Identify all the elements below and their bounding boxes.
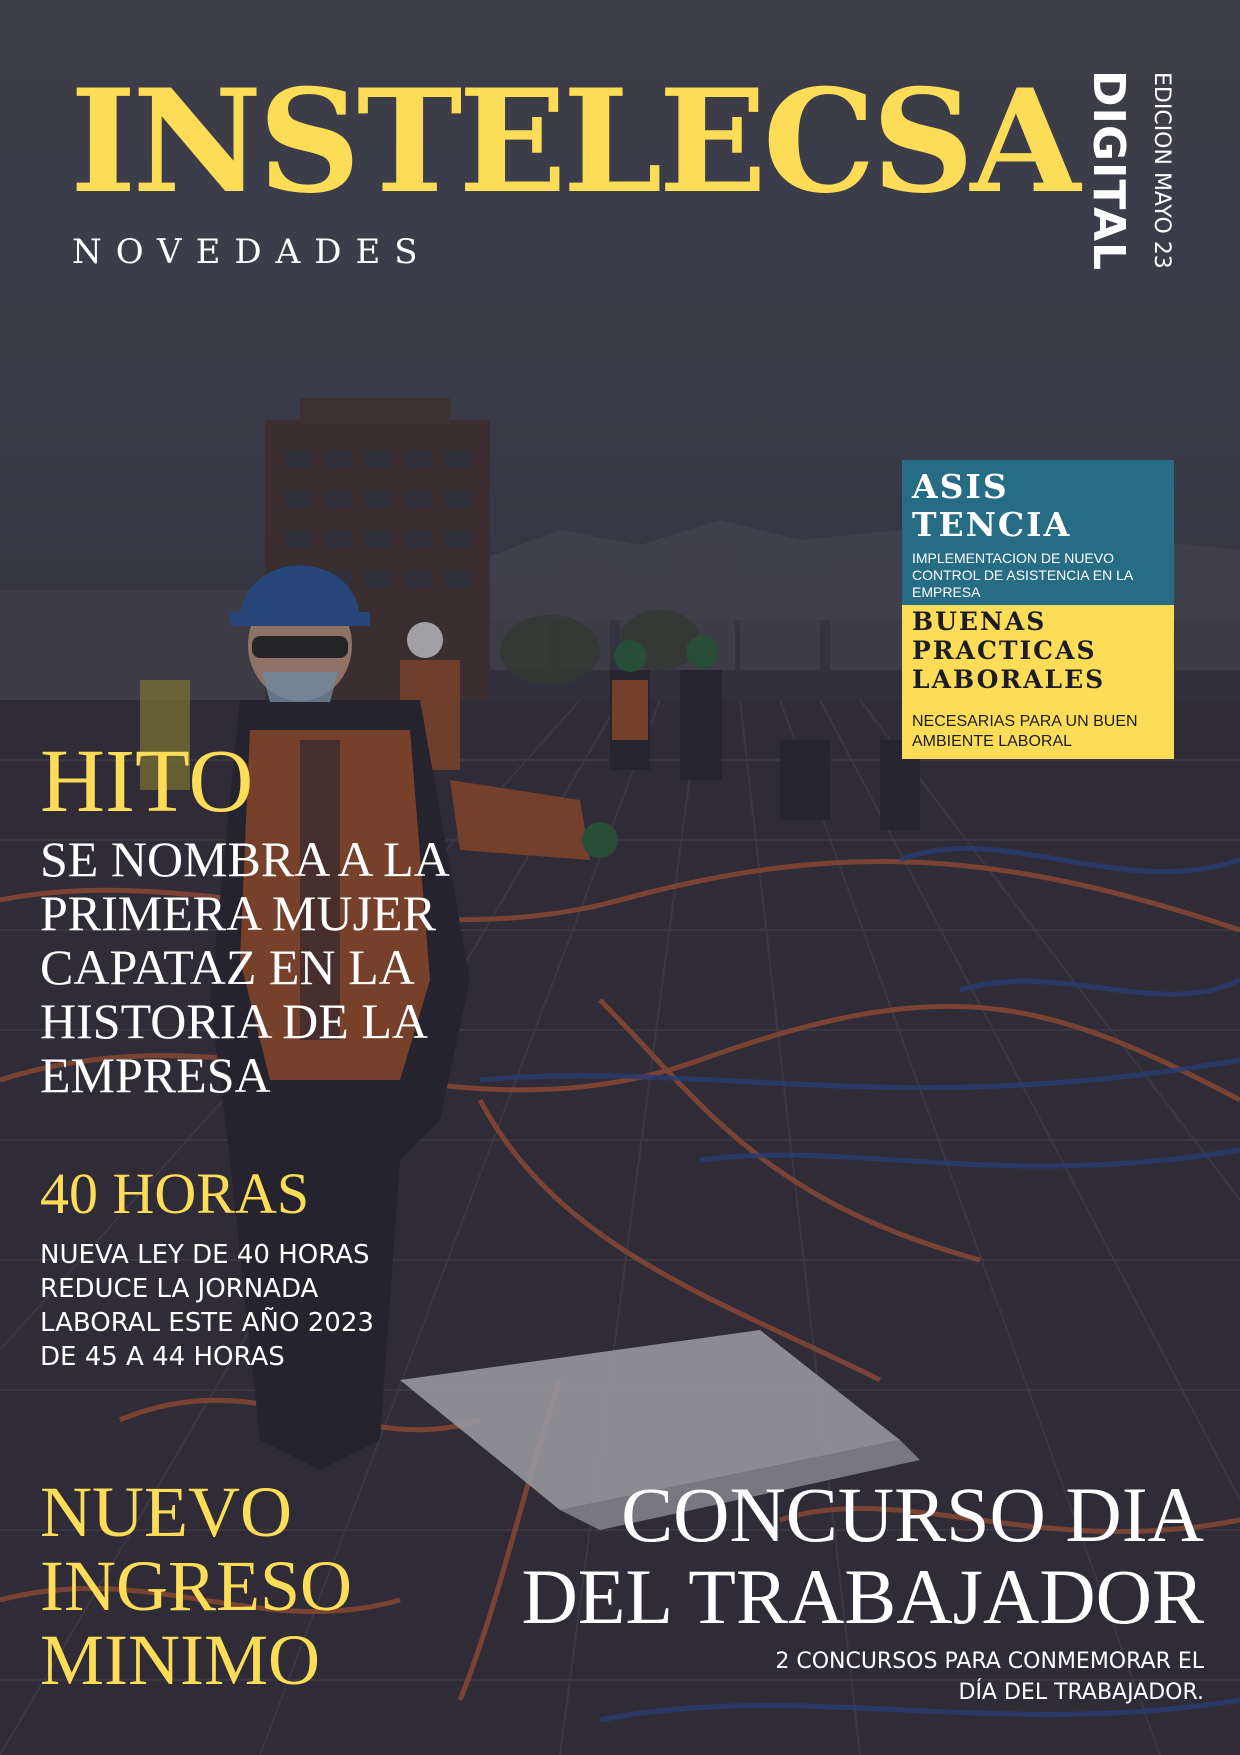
hito-headline: SE NOMBRA A LA PRIMERA MUJER CAPATAZ EN LA HISTORIA DE LA EMPRESA xyxy=(40,831,448,1103)
concurso-headline: CONCURSO DIA DEL TRABAJADOR xyxy=(521,1471,1204,1640)
edition-label: EDICION MAYO 23 xyxy=(1149,72,1174,269)
practices-title: BUENAS PRACTICAS LABORALES xyxy=(912,607,1106,694)
magazine-subtitle: NOVEDADES xyxy=(72,232,432,272)
digital-label: DIGITAL xyxy=(1083,70,1134,272)
horas-kicker: 40 HORAS xyxy=(40,1161,310,1226)
attendance-text: IMPLEMENTACION DE NUEVO CONTROL DE ASISTENCIA EN LA EMPRESA xyxy=(912,550,1133,600)
magazine-title: INSTELECSA xyxy=(70,59,1077,225)
horas-text: NUEVA LEY DE 40 HORAS REDUCE LA JORNADA LABORAL ESTE AÑO 2023 DE 45 A 44 HORAS xyxy=(40,1240,374,1372)
attendance-title: ASIS TENCIA xyxy=(912,467,1072,544)
attendance-box xyxy=(902,460,1174,605)
practices-text: NECESARIAS PARA UN BUEN AMBIENTE LABORAL xyxy=(912,713,1138,750)
practices-box xyxy=(902,605,1174,759)
concurso-text: 2 CONCURSOS PARA CONMEMORAR EL DÍA DEL TRABAJADOR. xyxy=(775,1649,1204,1705)
hito-kicker: HITO xyxy=(40,732,254,831)
ingreso-headline: NUEVO INGRESO MINIMO xyxy=(40,1472,353,1700)
